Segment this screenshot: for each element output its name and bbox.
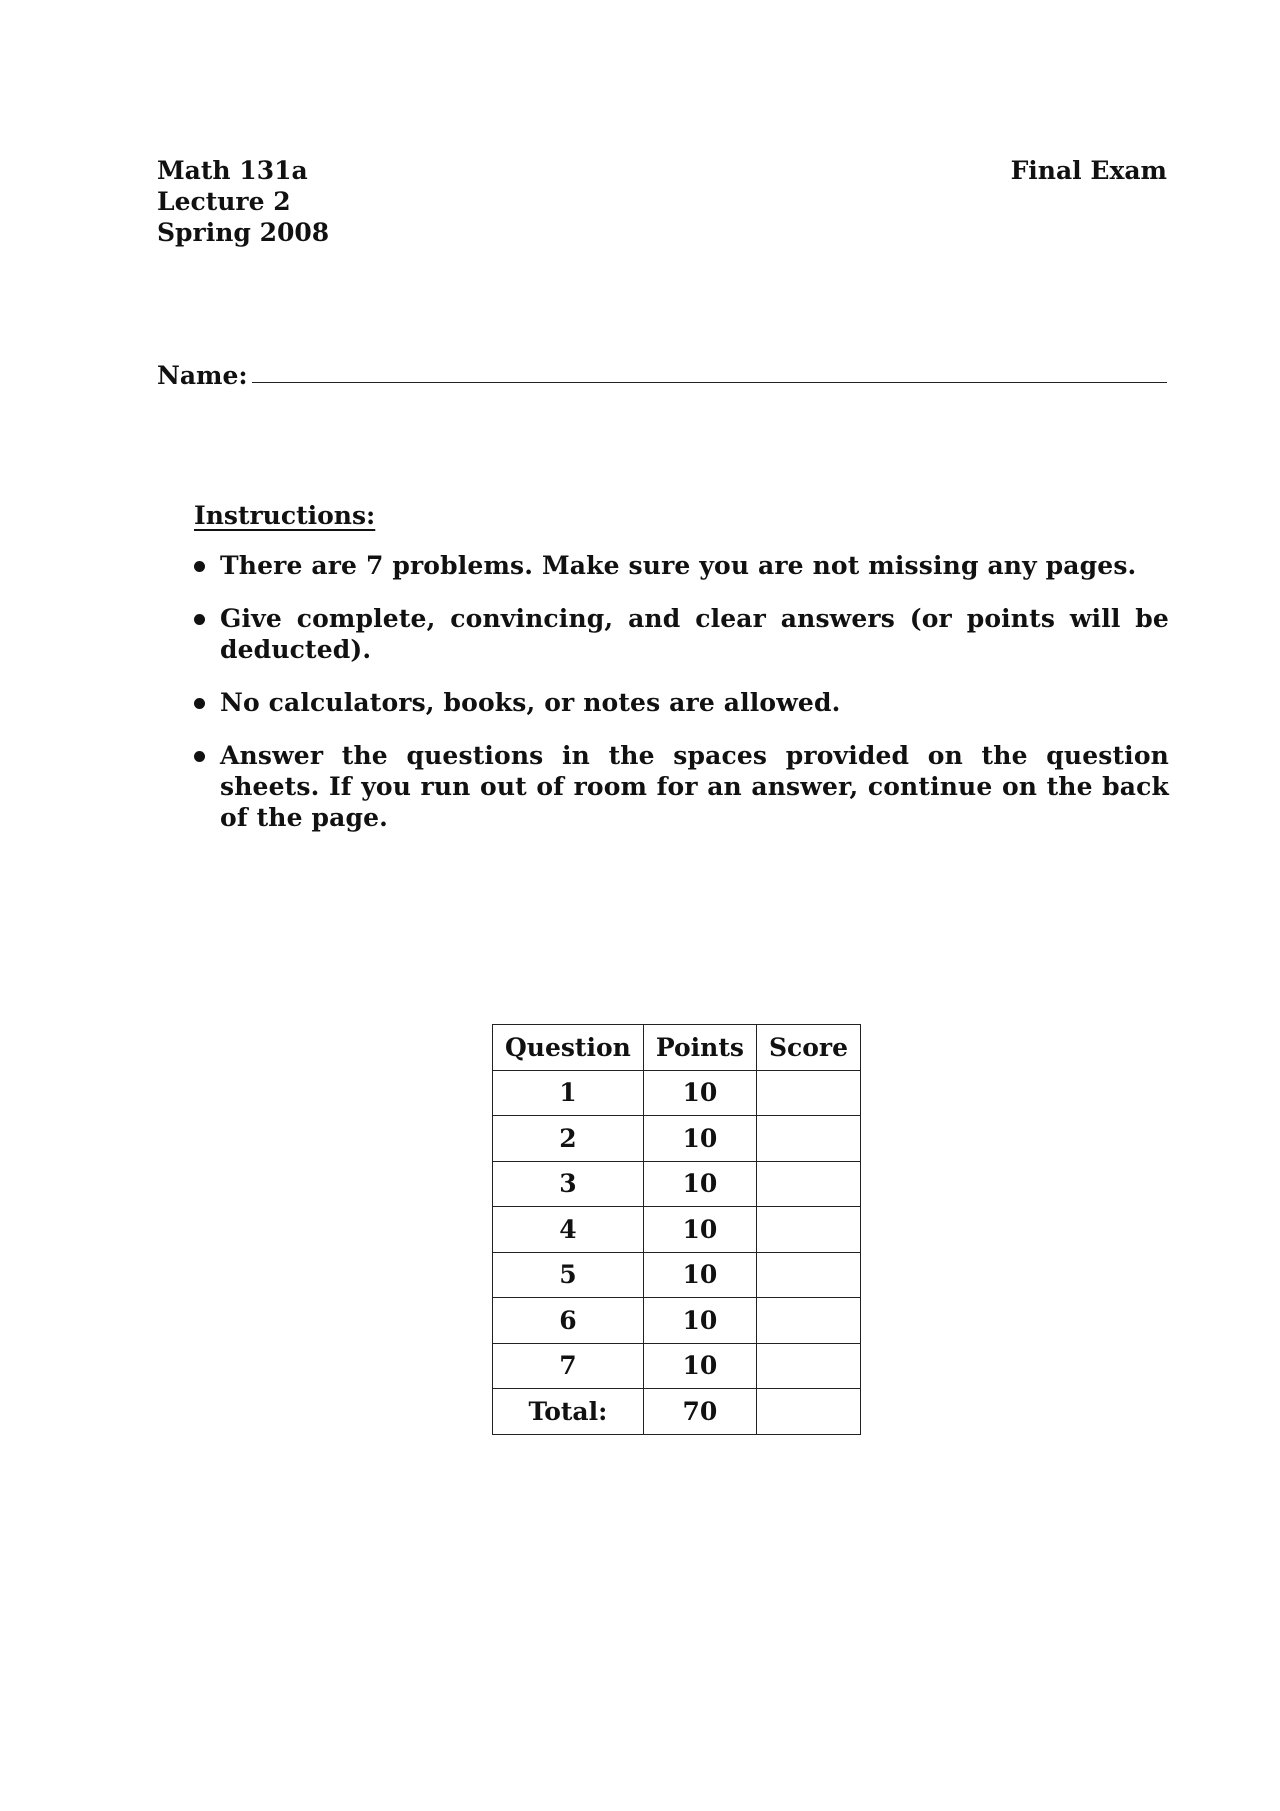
- instructions-title: Instructions:: [194, 501, 376, 530]
- question-number: 3: [493, 1161, 644, 1207]
- table-header-row: [493, 1025, 861, 1071]
- table-row: [493, 1298, 861, 1344]
- question-number: 1: [493, 1070, 644, 1116]
- question-points: 10: [643, 1252, 756, 1298]
- score-cell[interactable]: [756, 1161, 860, 1207]
- term: Spring 2008: [157, 218, 330, 247]
- question-number: 7: [493, 1343, 644, 1389]
- bullet-icon: [194, 751, 205, 762]
- score-cell[interactable]: [756, 1252, 860, 1298]
- instruction-text: There are 7 problems. Make sure you are not missing any pages.: [220, 551, 1137, 580]
- name-field[interactable]: [157, 358, 1167, 394]
- instructions-list: [194, 550, 1169, 833]
- question-number: 2: [493, 1116, 644, 1162]
- score-cell[interactable]: [756, 1343, 860, 1389]
- table-row: [493, 1207, 861, 1253]
- table-row: [493, 1116, 861, 1162]
- score-cell[interactable]: [756, 1207, 860, 1253]
- score-cell[interactable]: [756, 1116, 860, 1162]
- question-number: 5: [493, 1252, 644, 1298]
- question-number: 6: [493, 1298, 644, 1344]
- table-total-row: [493, 1389, 861, 1435]
- score-cell[interactable]: [756, 1070, 860, 1116]
- question-points: 10: [643, 1207, 756, 1253]
- bullet-icon: [194, 614, 205, 625]
- instruction-text: No calculators, books, or notes are allowed.: [220, 688, 841, 717]
- total-label: Total:: [493, 1389, 644, 1435]
- column-header-question: Question: [493, 1025, 644, 1071]
- column-header-points: Points: [643, 1025, 756, 1071]
- table-row: [493, 1252, 861, 1298]
- list-item: [194, 740, 1169, 833]
- bullet-icon: [194, 698, 205, 709]
- question-points: 10: [643, 1116, 756, 1162]
- question-points: 10: [643, 1298, 756, 1344]
- score-cell[interactable]: [756, 1298, 860, 1344]
- bullet-icon: [194, 561, 205, 572]
- question-number: 4: [493, 1207, 644, 1253]
- instruction-text: Give complete, convincing, and clear answers (or points will be deducted).: [220, 604, 1169, 664]
- column-header-score: Score: [756, 1025, 860, 1071]
- list-item: [194, 603, 1169, 665]
- lecture-number: Lecture 2: [157, 187, 291, 216]
- total-points: 70: [643, 1389, 756, 1435]
- list-item: [194, 687, 1169, 718]
- question-points: 10: [643, 1161, 756, 1207]
- total-score-cell[interactable]: [756, 1389, 860, 1435]
- score-table: [492, 1024, 861, 1435]
- question-points: 10: [643, 1070, 756, 1116]
- instruction-text: Answer the questions in the spaces provided on the question sheets. If you run out of room for an answer, continue on the back of the page.: [220, 741, 1169, 832]
- name-label: Name:: [157, 361, 248, 390]
- name-blank-line[interactable]: [252, 382, 1167, 383]
- exam-title: Final Exam: [1010, 156, 1167, 185]
- table-row: [493, 1161, 861, 1207]
- table-row: [493, 1343, 861, 1389]
- question-points: 10: [643, 1343, 756, 1389]
- instructions-section: [194, 498, 1169, 855]
- course-info: [157, 155, 329, 248]
- table-row: [493, 1070, 861, 1116]
- course-name: Math 131a: [157, 156, 308, 185]
- list-item: [194, 550, 1169, 581]
